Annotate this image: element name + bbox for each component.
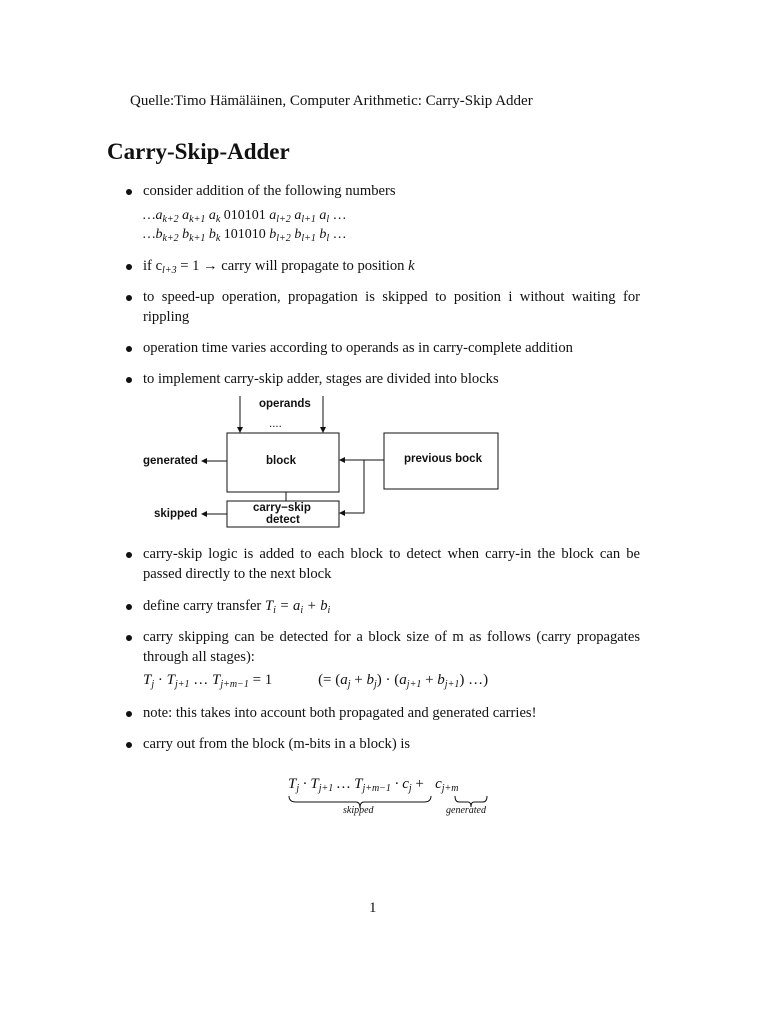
- bullet-dot: [126, 295, 132, 301]
- carry-skip-label-2: detect: [266, 514, 300, 526]
- bullet-text: to speed-up operation, propagation is skipped to position i without waiting for rippling: [143, 289, 640, 325]
- bullet-text: note: this takes into account both propagated and generated carries!: [143, 705, 537, 721]
- previous-block-label: previous bock: [404, 453, 482, 465]
- carry-skip-diagram: [130, 392, 510, 537]
- block-label: block: [266, 455, 297, 467]
- bullet-dot: [126, 552, 132, 558]
- carry-skip-feed-arrow: [340, 460, 364, 513]
- operands-dots: ....: [269, 418, 282, 430]
- generated-caption: generated: [446, 805, 486, 816]
- generated-label: generated: [143, 455, 198, 467]
- bullet-text: carry-skip logic is added to each block to detect when carry-in the block can be passed directly to the next block: [143, 546, 640, 582]
- bullet-dot: [126, 189, 132, 195]
- bullet-text: consider addition of the following numbers: [143, 183, 396, 199]
- bullet-text: to implement carry-skip adder, stages are divided into blocks: [143, 371, 499, 387]
- sequence-a: $\dots a_{k+2}$ $a_{k+1}$ $a_k$ 010101 $a_{l+2}$ $a_{l+1}$ $a_l$ …: [143, 208, 347, 225]
- carry-skip-label-1: carry−skip: [253, 502, 311, 514]
- bullet-dot: [126, 346, 132, 352]
- bullet-text: if $c_{l+3} = 1$ → carry will propagate to position k: [143, 258, 415, 276]
- bullet-dot: [126, 742, 132, 748]
- carry-out-formula: $T_j \cdot T_{j+1}$ … $T_{j+m-1} \cdot c_j + c_{j+m}$: [288, 776, 459, 794]
- bullet-text: carry out from the block (m-bits in a block) is: [143, 736, 411, 752]
- skipped-label: skipped: [154, 508, 198, 520]
- skipped-caption: skipped: [343, 805, 374, 816]
- bullet-dot: [126, 711, 132, 717]
- skip-condition-formula: $T_j \cdot T_{j+1}$ … $T_{j+m-1} = 1$ (= $(a_j + b_j) \cdot (a_{j+1} + b_{j+1})$ …): [143, 672, 489, 690]
- bullet-text: operation time varies according to operands as in carry-complete addition: [143, 340, 573, 356]
- sequence-b: $\dots b_{k+2}$ $b_{k+1}$ $b_k$ 101010 $b_{l+2}$ $b_{l+1}$ $b_l$ …: [143, 227, 347, 244]
- source-citation: Quelle:Timo Hämäläinen, Computer Arithmetic: Carry-Skip Adder: [130, 93, 533, 109]
- bullet-dot: [126, 377, 132, 383]
- page-title: Carry-Skip-Adder: [107, 139, 290, 164]
- bullet-text: define carry transfer $T_i = a_i + b_i$: [143, 598, 331, 616]
- bullet-dot: [126, 604, 132, 610]
- carry-out-expression: [288, 776, 518, 826]
- bullet-text: carry skipping can be detected for a block size of m as follows (carry propagates through all stages):: [143, 629, 640, 665]
- page-number: 1: [369, 900, 377, 916]
- bullet-dot: [126, 264, 132, 270]
- operands-label: operands: [259, 398, 311, 410]
- bullet-dot: [126, 635, 132, 641]
